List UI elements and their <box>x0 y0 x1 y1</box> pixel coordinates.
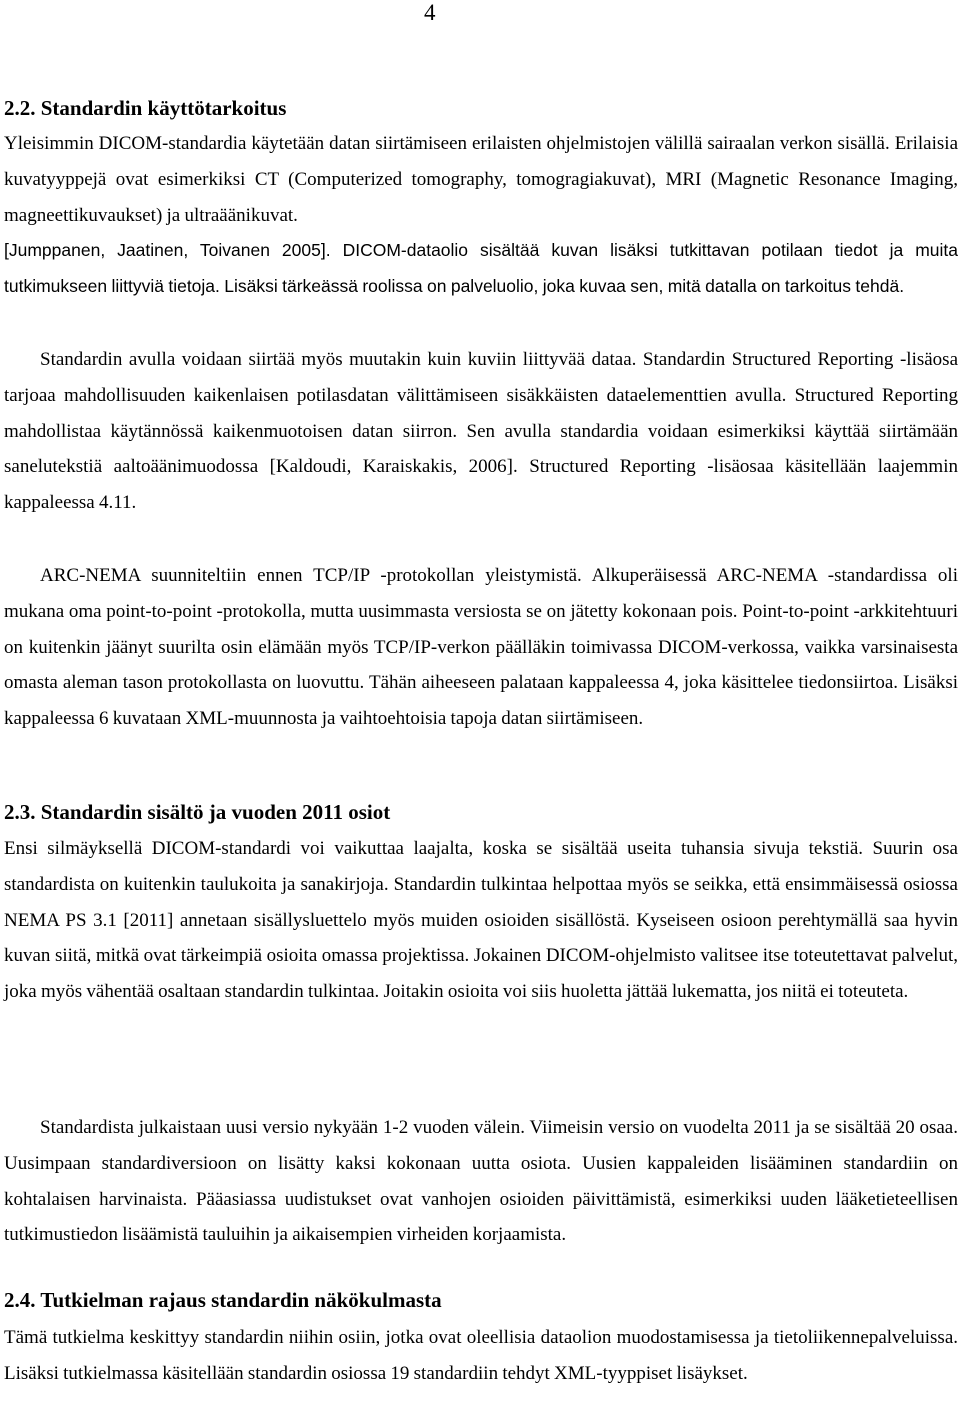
paragraph-2-4-1: Tämä tutkielma keskittyy standardin niihin osiin, jotka ovat oleellisia dataolion muodostamisessa ja tietoliikennepalveluissa. Lisäksi tutkielmassa käsitellään standardin osiossa 19 standardiin tehdyt XML-tyyppiset lisäykset. <box>4 1327 958 1384</box>
section-heading-2-4: 2.4. Tutkielman rajaus standardin näkökulmasta <box>4 1288 442 1312</box>
paragraph-2-2-3: ARC-NEMA suunniteltiin ennen TCP/IP -protokollan yleistymistä. Alkuperäisessä ARC-NEMA -standardissa oli mukana oma point-to-point -protokolla, mutta uusimmasta versiosta se on jätetty kokonaan pois. Point-to-point -arkkitehtuuri on kuitenkin jäänyt suurilta osin elämään myös TCP/IP-verkon päälläkin toimivassa DICOM-verkossa, vaikka varsinaisesta omasta aleman tason protokollasta on luovuttu. Tähän aiheeseen palataan kappaleessa 4, joka käsittelee tiedonsiirtoa. Lisäksi kappaleessa 6 kuvataan XML-muunnosta ja vaihtoehtoisia tapoja datan siirtämiseen. <box>4 565 958 730</box>
page-number: 4 <box>424 0 436 25</box>
paragraph-2-3-2: Standardista julkaistaan uusi versio nykyään 1-2 vuoden välein. Viimeisin versio on vuodelta 2011 ja se sisältää 20 osaa. Uusimpaan standardiversioon on lisätty kaksi kokonaan uutta osiota. Uusien kappaleiden lisääminen standardiin on kohtalaisen harvinaista. Pääasiassa uudistukset ovat vanhojen osioiden päivittämistä, esimerkiksi uuden lääketieteellisen tutkimustiedon lisäämistä tauluihin ja aikaisempien virheiden korjaamista. <box>4 1117 958 1246</box>
paragraph-2-2-1b: [Jumppanen, Jaatinen, Toivanen 2005]. DICOM-dataolio sisältää kuvan lisäksi tutkittavan potilaan tiedot ja muita tutkimukseen liittyviä tietoja. Lisäksi tärkeässä roolissa on palveluolio, joka kuvaa sen, mitä datalla on tarkoitus tehdä. <box>4 240 958 296</box>
section-heading-2-3: 2.3. Standardin sisältö ja vuoden 2011 osiot <box>4 800 391 824</box>
section-heading-2-2: 2.2. Standardin käyttötarkoitus <box>4 96 287 120</box>
paragraph-2-3-1: Ensi silmäyksellä DICOM-standardi voi vaikuttaa laajalta, koska se sisältää useita tuhansia sivuja tekstiä. Suurin osa standardista on kuitenkin taulukoita ja sanakirjoja. Standardin tulkintaa helpottaa myös se seikka, että ensimmäisessä osiossa NEMA PS 3.1 [2011] annetaan sisällysluettelo myös muiden osioiden sisällöstä. Kyseiseen osioon perehtymällä saa hyvin kuvan siitä, mitkä ovat tärkeimpiä osioita omassa projektissa. Jokainen DICOM-ohjelmisto valitsee itse toteutettavat palvelut, joka myös vähentää osaltaan standardin tulkintaa. Joitakin osioita voi siis huoletta jättää lukematta, jos niitä ei toteuteta. <box>4 838 958 1003</box>
paragraph-2-2-1a: Yleisimmin DICOM-standardia käytetään datan siirtämiseen erilaisten ohjelmistojen välillä sairaalan verkon sisällä. Erilaisia kuvatyyppejä ovat esimerkiksi CT (Computerized tomography, tomogragiakuvat), MRI (Magnetic Resonance Imaging, magneettikuvaukset) ja ultraäänikuvat. <box>4 133 958 226</box>
paragraph-2-2-2: Standardin avulla voidaan siirtää myös muutakin kuin kuviin liittyvää dataa. Standardin Structured Reporting -lisäosa tarjoaa mahdollisuuden kaikenlaisen potilasdatan välittämiseen sisäkkäisten dataelementtien avulla. Structured Reporting mahdollistaa käytännössä kaikenmuotoisen datan siirron. Sen avulla standardia voidaan esimerkiksi käyttää siirtämään sanelutekstiä aaltoäänimuodossa [Kaldoudi, Karaiskakis, 2006]. Structured Reporting -lisäosaa käsitellään laajemmin kappaleessa 4.11. <box>4 349 958 514</box>
